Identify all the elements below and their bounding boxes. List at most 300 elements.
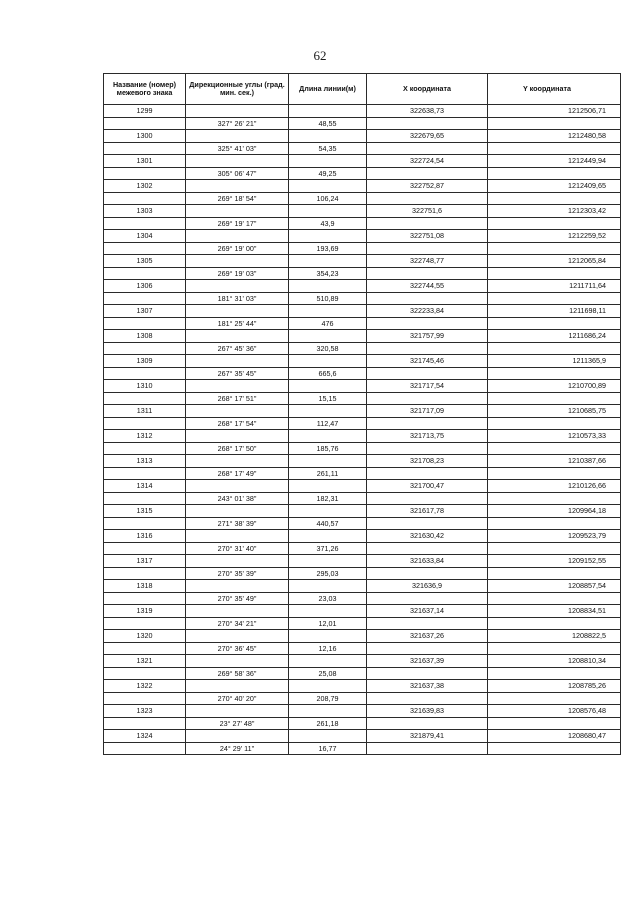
- line-row: [104, 617, 621, 630]
- empty-cell: [104, 192, 186, 205]
- y-coordinate: 1208810,34: [488, 655, 621, 668]
- empty-cell: [367, 742, 488, 755]
- empty-cell: [289, 630, 367, 643]
- point-name: 1308: [104, 330, 186, 343]
- empty-cell: [488, 567, 621, 580]
- line-length: 440,57: [289, 517, 367, 530]
- empty-cell: [367, 692, 488, 705]
- point-name: 1300: [104, 130, 186, 143]
- empty-cell: [488, 342, 621, 355]
- empty-cell: [186, 480, 289, 493]
- empty-cell: [289, 305, 367, 318]
- direction-angle: 181° 31' 03": [186, 292, 289, 305]
- x-coordinate: 321637,38: [367, 680, 488, 693]
- point-name: 1314: [104, 480, 186, 493]
- y-coordinate: 1208822,5: [488, 630, 621, 643]
- y-coordinate: 1211686,24: [488, 330, 621, 343]
- direction-angle: 327° 26' 21": [186, 117, 289, 130]
- x-coordinate: 321708,23: [367, 455, 488, 468]
- point-name: 1310: [104, 380, 186, 393]
- x-coordinate: 321637,26: [367, 630, 488, 643]
- line-length: 261,18: [289, 717, 367, 730]
- point-row: [104, 205, 621, 218]
- line-length: 54,35: [289, 142, 367, 155]
- empty-cell: [289, 280, 367, 293]
- line-length: 106,24: [289, 192, 367, 205]
- empty-cell: [488, 692, 621, 705]
- line-length: 371,26: [289, 542, 367, 555]
- header-x: X координата: [367, 74, 488, 105]
- direction-angle: 305° 06' 47": [186, 167, 289, 180]
- direction-angle: 270° 35' 39": [186, 567, 289, 580]
- point-name: 1303: [104, 205, 186, 218]
- empty-cell: [289, 705, 367, 718]
- direction-angle: 268° 17' 51": [186, 392, 289, 405]
- empty-cell: [488, 617, 621, 630]
- direction-angle: 268° 17' 54": [186, 417, 289, 430]
- empty-cell: [186, 355, 289, 368]
- line-row: [104, 592, 621, 605]
- direction-angle: 243° 01' 38": [186, 492, 289, 505]
- empty-cell: [186, 430, 289, 443]
- x-coordinate: 321637,14: [367, 605, 488, 618]
- direction-angle: 268° 17' 49": [186, 467, 289, 480]
- point-row: [104, 355, 621, 368]
- line-row: [104, 742, 621, 755]
- direction-angle: 267° 35' 45": [186, 367, 289, 380]
- point-name: 1313: [104, 455, 186, 468]
- line-row: [104, 442, 621, 455]
- empty-cell: [186, 630, 289, 643]
- point-row: [104, 455, 621, 468]
- empty-cell: [186, 580, 289, 593]
- point-name: 1319: [104, 605, 186, 618]
- empty-cell: [289, 130, 367, 143]
- empty-cell: [289, 555, 367, 568]
- empty-cell: [289, 205, 367, 218]
- empty-cell: [367, 442, 488, 455]
- table-header: [104, 74, 621, 105]
- empty-cell: [186, 380, 289, 393]
- empty-cell: [488, 742, 621, 755]
- line-row: [104, 142, 621, 155]
- empty-cell: [104, 567, 186, 580]
- line-length: 15,15: [289, 392, 367, 405]
- y-coordinate: 1212259,52: [488, 230, 621, 243]
- x-coordinate: 321717,54: [367, 380, 488, 393]
- y-coordinate: 1212065,84: [488, 255, 621, 268]
- empty-cell: [289, 355, 367, 368]
- direction-angle: 24° 29' 11": [186, 742, 289, 755]
- empty-cell: [104, 617, 186, 630]
- point-row: [104, 380, 621, 393]
- point-row: [104, 655, 621, 668]
- header-name: Название (номер) межевого знака: [104, 74, 186, 105]
- empty-cell: [186, 105, 289, 118]
- boundary-coordinates-table: [103, 73, 621, 755]
- x-coordinate: 321636,9: [367, 580, 488, 593]
- direction-angle: 270° 40' 20": [186, 692, 289, 705]
- x-coordinate: 322233,84: [367, 305, 488, 318]
- empty-cell: [104, 692, 186, 705]
- line-length: 261,11: [289, 467, 367, 480]
- empty-cell: [289, 530, 367, 543]
- empty-cell: [289, 655, 367, 668]
- point-name: 1304: [104, 230, 186, 243]
- y-coordinate: 1211365,9: [488, 355, 621, 368]
- empty-cell: [186, 255, 289, 268]
- line-row: [104, 692, 621, 705]
- point-row: [104, 105, 621, 118]
- empty-cell: [186, 730, 289, 743]
- line-length: 185,76: [289, 442, 367, 455]
- x-coordinate: 321617,78: [367, 505, 488, 518]
- x-coordinate: 322748,77: [367, 255, 488, 268]
- y-coordinate: 1208857,54: [488, 580, 621, 593]
- x-coordinate: 322751,6: [367, 205, 488, 218]
- direction-angle: 270° 35' 49": [186, 592, 289, 605]
- empty-cell: [367, 267, 488, 280]
- y-coordinate: 1212409,65: [488, 180, 621, 193]
- x-coordinate: 322724,54: [367, 155, 488, 168]
- point-name: 1321: [104, 655, 186, 668]
- empty-cell: [367, 567, 488, 580]
- direction-angle: 270° 34' 21": [186, 617, 289, 630]
- header-length: Длина линии(м): [289, 74, 367, 105]
- x-coordinate: 321717,09: [367, 405, 488, 418]
- y-coordinate: 1210573,33: [488, 430, 621, 443]
- y-coordinate: 1210126,66: [488, 480, 621, 493]
- empty-cell: [186, 680, 289, 693]
- y-coordinate: 1209152,55: [488, 555, 621, 568]
- empty-cell: [289, 155, 367, 168]
- point-row: [104, 605, 621, 618]
- empty-cell: [367, 217, 488, 230]
- x-coordinate: 321630,42: [367, 530, 488, 543]
- line-row: [104, 292, 621, 305]
- empty-cell: [488, 267, 621, 280]
- empty-cell: [488, 642, 621, 655]
- point-row: [104, 130, 621, 143]
- point-row: [104, 480, 621, 493]
- empty-cell: [488, 542, 621, 555]
- empty-cell: [488, 717, 621, 730]
- point-row: [104, 155, 621, 168]
- point-row: [104, 405, 621, 418]
- empty-cell: [104, 242, 186, 255]
- line-length: 16,77: [289, 742, 367, 755]
- point-name: 1316: [104, 530, 186, 543]
- line-row: [104, 467, 621, 480]
- empty-cell: [289, 455, 367, 468]
- empty-cell: [186, 330, 289, 343]
- empty-cell: [367, 342, 488, 355]
- empty-cell: [367, 717, 488, 730]
- empty-cell: [367, 167, 488, 180]
- line-length: 25,08: [289, 667, 367, 680]
- y-coordinate: 1209964,18: [488, 505, 621, 518]
- empty-cell: [289, 505, 367, 518]
- point-name: 1312: [104, 430, 186, 443]
- line-length: 112,47: [289, 417, 367, 430]
- empty-cell: [488, 217, 621, 230]
- header-angle: Дирекционные углы (град. мин. сек.): [186, 74, 289, 105]
- empty-cell: [367, 367, 488, 380]
- line-row: [104, 267, 621, 280]
- empty-cell: [488, 417, 621, 430]
- x-coordinate: 322638,73: [367, 105, 488, 118]
- empty-cell: [186, 655, 289, 668]
- point-name: 1320: [104, 630, 186, 643]
- empty-cell: [488, 367, 621, 380]
- point-name: 1302: [104, 180, 186, 193]
- empty-cell: [367, 517, 488, 530]
- point-name: 1311: [104, 405, 186, 418]
- line-row: [104, 667, 621, 680]
- point-name: 1315: [104, 505, 186, 518]
- x-coordinate: 322679,65: [367, 130, 488, 143]
- empty-cell: [488, 667, 621, 680]
- empty-cell: [289, 730, 367, 743]
- x-coordinate: 322751,08: [367, 230, 488, 243]
- empty-cell: [186, 230, 289, 243]
- line-length: 476: [289, 317, 367, 330]
- line-row: [104, 367, 621, 380]
- empty-cell: [104, 392, 186, 405]
- empty-cell: [367, 192, 488, 205]
- empty-cell: [104, 267, 186, 280]
- line-length: 295,03: [289, 567, 367, 580]
- empty-cell: [488, 117, 621, 130]
- empty-cell: [289, 255, 367, 268]
- line-length: 354,23: [289, 267, 367, 280]
- x-coordinate: 321713,75: [367, 430, 488, 443]
- direction-angle: 269° 58' 36": [186, 667, 289, 680]
- line-row: [104, 167, 621, 180]
- direction-angle: 270° 31' 40": [186, 542, 289, 555]
- x-coordinate: 321757,99: [367, 330, 488, 343]
- empty-cell: [104, 367, 186, 380]
- empty-cell: [367, 292, 488, 305]
- line-row: [104, 567, 621, 580]
- point-row: [104, 230, 621, 243]
- empty-cell: [186, 280, 289, 293]
- header-y: Y координата: [488, 74, 621, 105]
- line-row: [104, 217, 621, 230]
- y-coordinate: 1211711,64: [488, 280, 621, 293]
- empty-cell: [289, 330, 367, 343]
- empty-cell: [488, 592, 621, 605]
- point-name: 1305: [104, 255, 186, 268]
- empty-cell: [488, 517, 621, 530]
- empty-cell: [488, 167, 621, 180]
- direction-angle: 271° 38' 39": [186, 517, 289, 530]
- table-body: [104, 105, 621, 755]
- direction-angle: 269° 18' 54": [186, 192, 289, 205]
- y-coordinate: 1212506,71: [488, 105, 621, 118]
- y-coordinate: 1210685,75: [488, 405, 621, 418]
- empty-cell: [367, 142, 488, 155]
- point-name: 1317: [104, 555, 186, 568]
- x-coordinate: 321637,39: [367, 655, 488, 668]
- empty-cell: [104, 442, 186, 455]
- line-length: 43,9: [289, 217, 367, 230]
- point-row: [104, 530, 621, 543]
- empty-cell: [186, 180, 289, 193]
- point-row: [104, 680, 621, 693]
- empty-cell: [488, 242, 621, 255]
- x-coordinate: 321879,41: [367, 730, 488, 743]
- empty-cell: [488, 317, 621, 330]
- empty-cell: [104, 667, 186, 680]
- empty-cell: [367, 417, 488, 430]
- empty-cell: [289, 180, 367, 193]
- point-name: 1309: [104, 355, 186, 368]
- line-length: 193,69: [289, 242, 367, 255]
- direction-angle: 267° 45' 36": [186, 342, 289, 355]
- point-name: 1299: [104, 105, 186, 118]
- point-row: [104, 330, 621, 343]
- point-row: [104, 430, 621, 443]
- empty-cell: [104, 467, 186, 480]
- empty-cell: [367, 492, 488, 505]
- empty-cell: [186, 455, 289, 468]
- line-length: 208,79: [289, 692, 367, 705]
- point-name: 1318: [104, 580, 186, 593]
- line-row: [104, 492, 621, 505]
- empty-cell: [367, 592, 488, 605]
- y-coordinate: 1212303,42: [488, 205, 621, 218]
- direction-angle: 23° 27' 48": [186, 717, 289, 730]
- empty-cell: [186, 555, 289, 568]
- point-name: 1323: [104, 705, 186, 718]
- empty-cell: [104, 542, 186, 555]
- y-coordinate: 1211698,11: [488, 305, 621, 318]
- empty-cell: [104, 642, 186, 655]
- empty-cell: [186, 205, 289, 218]
- empty-cell: [367, 617, 488, 630]
- direction-angle: 269° 19' 03": [186, 267, 289, 280]
- line-row: [104, 642, 621, 655]
- direction-angle: 268° 17' 50": [186, 442, 289, 455]
- point-name: 1307: [104, 305, 186, 318]
- y-coordinate: 1208680,47: [488, 730, 621, 743]
- empty-cell: [104, 217, 186, 230]
- empty-cell: [289, 430, 367, 443]
- line-row: [104, 192, 621, 205]
- line-row: [104, 242, 621, 255]
- empty-cell: [104, 742, 186, 755]
- empty-cell: [104, 117, 186, 130]
- empty-cell: [289, 405, 367, 418]
- empty-cell: [289, 605, 367, 618]
- empty-cell: [367, 117, 488, 130]
- direction-angle: 325° 41' 03": [186, 142, 289, 155]
- empty-cell: [367, 642, 488, 655]
- y-coordinate: 1210700,89: [488, 380, 621, 393]
- point-name: 1322: [104, 680, 186, 693]
- empty-cell: [488, 492, 621, 505]
- point-name: 1301: [104, 155, 186, 168]
- empty-cell: [289, 380, 367, 393]
- empty-cell: [289, 105, 367, 118]
- line-row: [104, 392, 621, 405]
- empty-cell: [186, 505, 289, 518]
- x-coordinate: 321700,47: [367, 480, 488, 493]
- empty-cell: [186, 155, 289, 168]
- y-coordinate: 1208576,48: [488, 705, 621, 718]
- line-length: 49,25: [289, 167, 367, 180]
- empty-cell: [289, 230, 367, 243]
- line-row: [104, 417, 621, 430]
- line-row: [104, 517, 621, 530]
- empty-cell: [186, 705, 289, 718]
- y-coordinate: 1210387,66: [488, 455, 621, 468]
- empty-cell: [104, 517, 186, 530]
- empty-cell: [367, 317, 488, 330]
- empty-cell: [186, 305, 289, 318]
- empty-cell: [488, 142, 621, 155]
- empty-cell: [289, 480, 367, 493]
- empty-cell: [104, 417, 186, 430]
- empty-cell: [186, 130, 289, 143]
- line-length: 510,89: [289, 292, 367, 305]
- empty-cell: [488, 467, 621, 480]
- empty-cell: [104, 492, 186, 505]
- empty-cell: [104, 142, 186, 155]
- direction-angle: 270° 36' 45": [186, 642, 289, 655]
- line-length: 665,6: [289, 367, 367, 380]
- empty-cell: [104, 717, 186, 730]
- empty-cell: [104, 317, 186, 330]
- empty-cell: [488, 192, 621, 205]
- y-coordinate: 1209523,79: [488, 530, 621, 543]
- empty-cell: [104, 167, 186, 180]
- empty-cell: [367, 542, 488, 555]
- line-row: [104, 717, 621, 730]
- point-row: [104, 180, 621, 193]
- x-coordinate: 321633,84: [367, 555, 488, 568]
- direction-angle: 181° 25' 44": [186, 317, 289, 330]
- empty-cell: [367, 467, 488, 480]
- x-coordinate: 321639,83: [367, 705, 488, 718]
- line-length: 23,03: [289, 592, 367, 605]
- x-coordinate: 321745,46: [367, 355, 488, 368]
- point-name: 1306: [104, 280, 186, 293]
- line-row: [104, 542, 621, 555]
- y-coordinate: 1212449,94: [488, 155, 621, 168]
- empty-cell: [367, 392, 488, 405]
- header-row: [104, 74, 621, 105]
- empty-cell: [104, 292, 186, 305]
- y-coordinate: 1208834,51: [488, 605, 621, 618]
- empty-cell: [289, 680, 367, 693]
- point-row: [104, 730, 621, 743]
- x-coordinate: 322744,55: [367, 280, 488, 293]
- point-row: [104, 705, 621, 718]
- point-row: [104, 305, 621, 318]
- empty-cell: [488, 442, 621, 455]
- x-coordinate: 322752,87: [367, 180, 488, 193]
- line-row: [104, 317, 621, 330]
- empty-cell: [186, 530, 289, 543]
- empty-cell: [367, 242, 488, 255]
- point-row: [104, 580, 621, 593]
- empty-cell: [289, 580, 367, 593]
- line-length: 182,31: [289, 492, 367, 505]
- empty-cell: [367, 667, 488, 680]
- line-length: 12,16: [289, 642, 367, 655]
